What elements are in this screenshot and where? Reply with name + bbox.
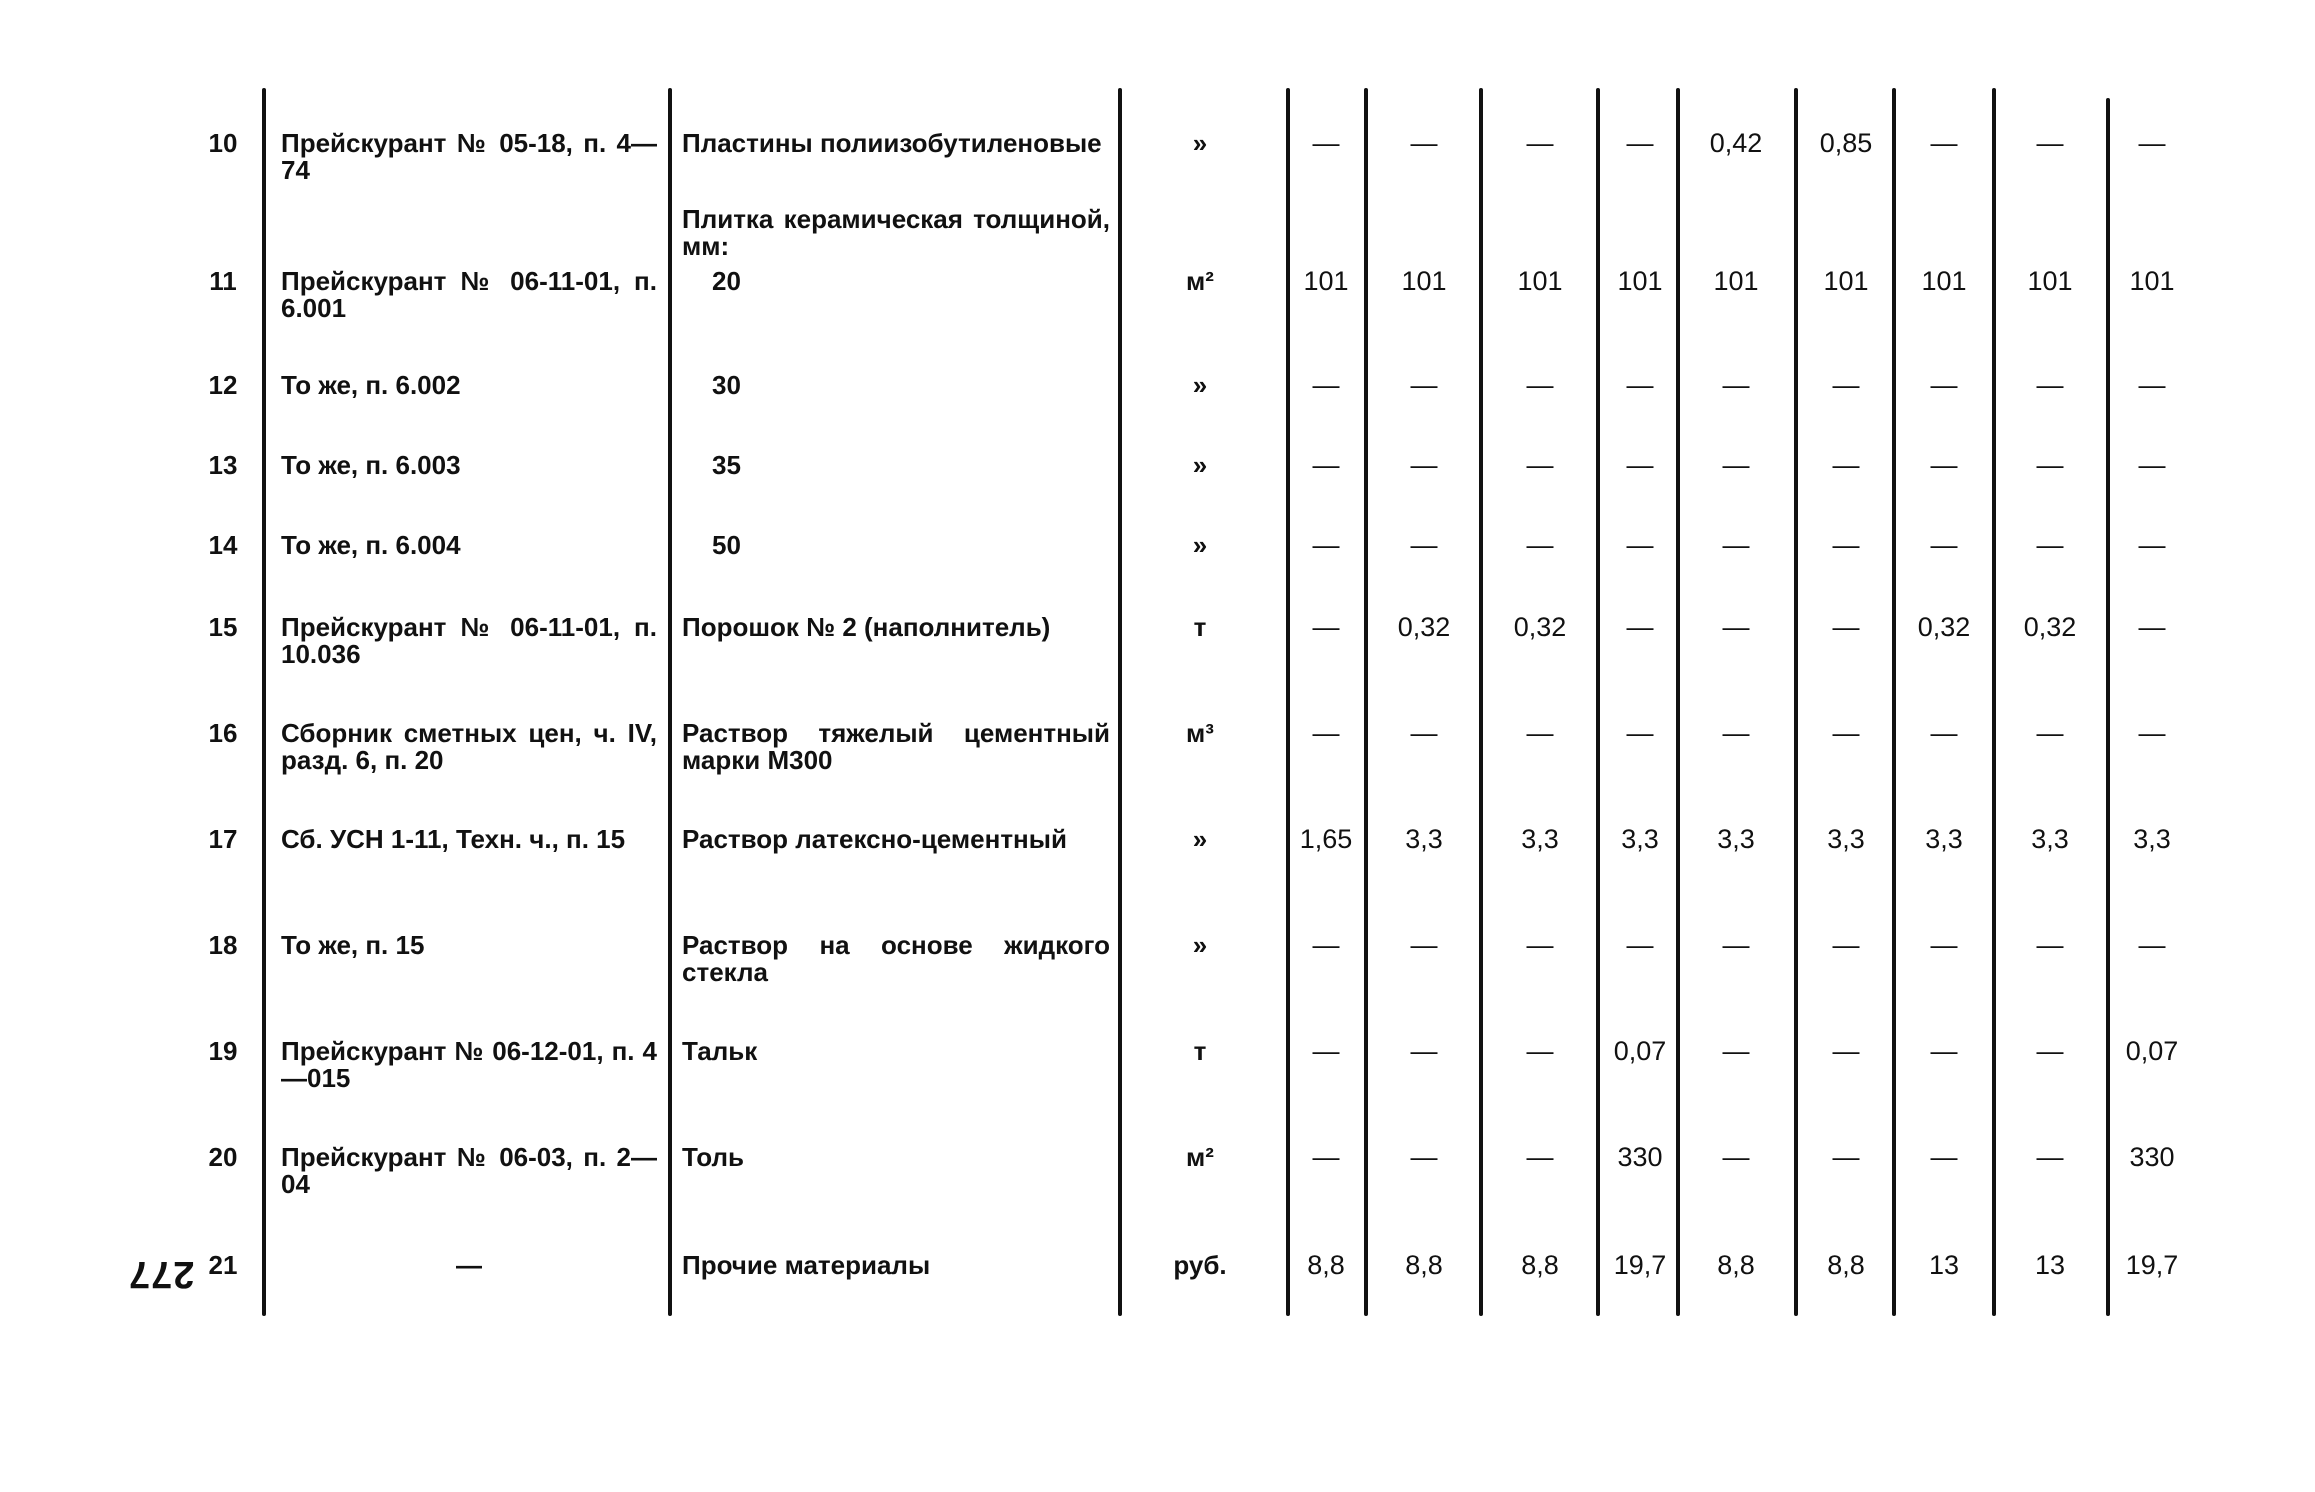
row-value: — [1722,718,1750,748]
row-value: — [1626,128,1654,158]
row-number: 15 [208,612,238,642]
row-value: — [1722,930,1750,960]
row-number: 21 [208,1250,238,1280]
row-value: 0,32 [1397,612,1451,642]
row-value: — [1410,370,1438,400]
row-value: 101 [1921,266,1967,296]
row-source: Сб. УСН 1-11, Техн. ч., п. 15 [281,824,626,854]
row-value: 3,3 [1621,824,1659,854]
row-value: 0,07 [1613,1036,1667,1066]
row-value: — [2036,1142,2064,1172]
row-material: Прочие материалы [682,1250,931,1280]
row-value: 8,8 [1827,1250,1865,1280]
row-unit: т [1193,612,1207,642]
row-value: — [1526,450,1554,480]
row-value: 101 [1303,266,1349,296]
column-rule-v3 [1479,88,1483,1316]
row-unit: м² [1186,1142,1214,1172]
row-value: 0,32 [1513,612,1567,642]
column-rule-v6 [1794,88,1798,1316]
row-value: 330 [2129,1142,2175,1172]
row-value: — [1410,930,1438,960]
row-value: — [2036,718,2064,748]
row-value: — [1832,450,1860,480]
row-value: — [1832,1142,1860,1172]
row-value: 8,8 [1405,1250,1443,1280]
row-material: Раствор латексно-цементный [682,824,1067,854]
row-value: — [1410,1036,1438,1066]
row-value: 13 [2034,1250,2066,1280]
row-value: — [1312,530,1340,560]
row-value: — [1930,450,1958,480]
row-value: 3,3 [1405,824,1443,854]
row-value: — [1626,612,1654,642]
row-value: — [1312,450,1340,480]
row-source: Прейскурант № 06-12-01, п. 4—015 [281,1036,657,1093]
row-value: — [1722,450,1750,480]
row-value: 3,3 [2133,824,2171,854]
row-value: — [1832,370,1860,400]
row-value: — [1626,930,1654,960]
row-value: — [1312,930,1340,960]
row-value: 0,85 [1819,128,1873,158]
page-number: 277 [128,1253,195,1295]
row-value: 8,8 [1717,1250,1755,1280]
row-value: 101 [1517,266,1563,296]
row-value: — [2036,450,2064,480]
row-value: — [2138,718,2166,748]
row-number: 12 [208,370,238,400]
row-unit: м² [1186,266,1214,296]
row-value: — [1626,530,1654,560]
row-material: 20 [712,266,741,296]
row-value: — [1930,930,1958,960]
row-unit: » [1192,370,1208,400]
row-unit: » [1192,530,1208,560]
row-unit: » [1192,128,1208,158]
row-value: — [2138,450,2166,480]
row-value: — [1410,530,1438,560]
row-value: — [1312,1142,1340,1172]
row-material: Раствор тяжелый цементный марки М300 [682,718,1110,775]
row-value: 101 [1713,266,1759,296]
row-value: 101 [1617,266,1663,296]
row-source: Сборник сметных цен, ч. IV, разд. 6, п. 20 [281,718,657,775]
row-unit: » [1192,824,1208,854]
row-value: 19,7 [2125,1250,2179,1280]
row-material: Порошок № 2 (наполнитель) [682,612,1051,642]
column-rule-v8 [1992,88,1996,1316]
row-value: — [2036,930,2064,960]
row-value: — [1722,370,1750,400]
row-source: То же, п. 6.002 [281,370,461,400]
row-number: 17 [208,824,238,854]
row-material: Раствор на основе жидкого стекла [682,930,1110,987]
row-value: — [1312,128,1340,158]
row-number: 20 [208,1142,238,1172]
row-value: — [1526,1036,1554,1066]
row-number: 13 [208,450,238,480]
row-value: — [1410,450,1438,480]
row-value: 3,3 [1717,824,1755,854]
row-number: 11 [209,266,237,296]
row-number: 10 [208,128,238,158]
row-value: 101 [1823,266,1869,296]
row-value: 8,8 [1521,1250,1559,1280]
row-value: — [1626,718,1654,748]
row-value: — [1626,370,1654,400]
row-value: — [1930,1036,1958,1066]
row-value: 101 [2027,266,2073,296]
row-value: — [1722,1142,1750,1172]
row-source: Прейскурант № 05-18, п. 4—74 [281,128,657,185]
row-value: — [1526,718,1554,748]
row-value: — [1526,530,1554,560]
row-value: — [1832,612,1860,642]
row-value: — [2138,370,2166,400]
row-value: — [1930,530,1958,560]
row-value: — [2036,1036,2064,1066]
row-number: 18 [208,930,238,960]
row-value: — [2138,128,2166,158]
row-value: 3,3 [1925,824,1963,854]
row-value: 0,07 [2125,1036,2179,1066]
row-number: 16 [208,718,238,748]
row-value: — [1410,718,1438,748]
row-value: — [1312,718,1340,748]
row-source: То же, п. 6.003 [281,450,461,480]
row-value: — [1832,930,1860,960]
row-value: 13 [1928,1250,1960,1280]
row-unit: » [1192,930,1208,960]
row-unit: т [1193,1036,1207,1066]
row-value: — [1410,1142,1438,1172]
row-value: 8,8 [1307,1250,1345,1280]
row-unit: м³ [1186,718,1214,748]
row-number: 14 [208,530,238,560]
row-value: — [1722,1036,1750,1066]
row-value: 0,42 [1709,128,1763,158]
row-value: 19,7 [1613,1250,1667,1280]
row-value: — [2036,530,2064,560]
group-header: Плитка керамическая толщиной, мм: [682,204,1110,261]
row-value: — [1930,1142,1958,1172]
row-source: — [456,1250,482,1280]
row-value: 101 [1401,266,1447,296]
row-value: 3,3 [1827,824,1865,854]
row-value: — [1832,1036,1860,1066]
row-material: 35 [712,450,741,480]
row-value: — [1626,450,1654,480]
row-value: 3,3 [2031,824,2069,854]
row-value: — [1832,530,1860,560]
row-source: То же, п. 15 [281,930,425,960]
row-value: — [1930,128,1958,158]
row-value: — [1526,370,1554,400]
row-value: — [2036,370,2064,400]
row-value: — [1526,930,1554,960]
column-rule-unit [1118,88,1122,1316]
row-material: Тальк [682,1036,758,1066]
row-value: — [2138,612,2166,642]
row-value: — [1722,530,1750,560]
row-source: Прейскурант № 06-03, п. 2—04 [281,1142,657,1199]
row-source: Прейскурант № 06-11-01, п. 10.036 [281,612,657,669]
row-value: — [1930,718,1958,748]
row-value: — [2138,530,2166,560]
row-source: То же, п. 6.004 [281,530,461,560]
column-rule-v7 [1892,88,1896,1316]
row-value: — [1312,370,1340,400]
row-value: — [1526,128,1554,158]
row-value: — [1526,1142,1554,1172]
row-material: Толь [682,1142,744,1172]
row-value: — [2036,128,2064,158]
row-value: — [1312,612,1340,642]
row-value: — [1312,1036,1340,1066]
row-value: — [1722,612,1750,642]
row-source: Прейскурант № 06-11-01, п. 6.001 [281,266,657,323]
column-rule-source [262,88,266,1316]
row-material: 30 [712,370,741,400]
row-unit: руб. [1173,1250,1227,1280]
row-value: 0,32 [1917,612,1971,642]
row-number: 19 [208,1036,238,1066]
row-value: — [1410,128,1438,158]
row-value: 101 [2129,266,2175,296]
row-value: 3,3 [1521,824,1559,854]
row-value: — [1930,370,1958,400]
row-material: Пластины полиизобутиленовые [682,128,1102,158]
row-value: 330 [1617,1142,1663,1172]
row-value: — [2138,930,2166,960]
row-value: 1,65 [1299,824,1353,854]
row-value: — [1832,718,1860,748]
column-rule-material [668,88,672,1316]
row-material: 50 [712,530,741,560]
row-unit: » [1192,450,1208,480]
row-value: 0,32 [2023,612,2077,642]
